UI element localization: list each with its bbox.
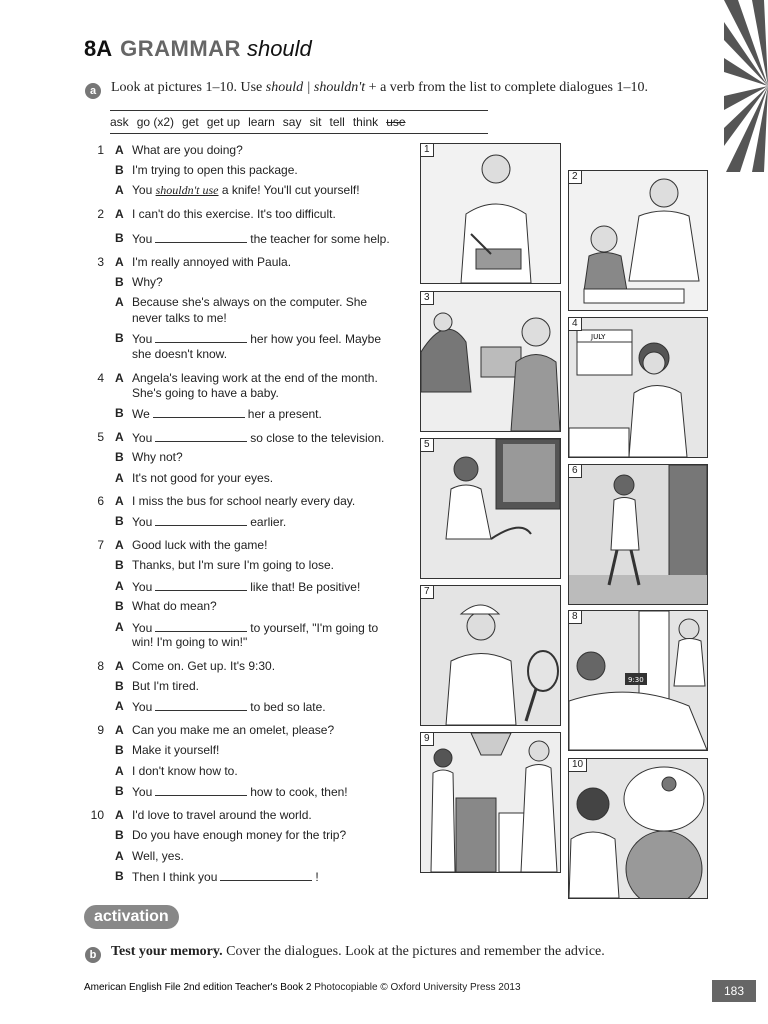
picture-4 [568,317,708,458]
footer: American English File 2nd edition Teacher's Book 2 Photocopiable © Oxford University Press 2013 [84,982,521,993]
picture-number: 9 [421,733,434,746]
picture-number: 8 [569,611,582,624]
picture-2 [568,170,708,311]
dialogue-line: Why not? [132,450,183,464]
picture-number: 7 [421,586,434,599]
dialogue-line: She's going to have a baby. [132,386,279,400]
picture-number: 5 [421,439,434,452]
dialogue-line: Well, yes. [132,849,184,863]
word: go (x2) [136,115,175,129]
picture-number: 4 [569,318,582,331]
word: sit [309,115,322,129]
picture-number: 2 [569,171,582,184]
picture-3 [420,291,561,432]
activation-heading: activation [84,905,179,929]
answer-blank[interactable] [155,231,247,243]
dialogue-line: I'm trying to open this package. [132,163,298,177]
kitchen-illustration [421,733,560,872]
dialogue-line: Do you have enough money for the trip? [132,828,347,842]
calendar-label: JULY [591,333,606,341]
bed-illustration [569,611,707,750]
dialogue-line: It's not good for your eyes. [132,471,274,485]
page-title [84,36,312,62]
dialogue-line: Come on. Get up. It's 9:30. [132,659,276,673]
picture-10 [568,758,708,899]
word: ask [110,115,129,129]
picture-number: 6 [569,465,582,478]
section-a-badge: a [85,83,101,99]
dialogue-line: You how to cook, then! [132,785,348,799]
computer-illustration [421,292,560,431]
unit-code: 8A [84,36,113,61]
answer-blank[interactable] [155,331,247,343]
section-name: GRAMMAR [120,36,241,61]
picture-number: 10 [569,759,587,772]
dialogue-line: Angela's leaving work at the end of the month. [132,371,378,385]
dialogue-line: Thanks, but I'm sure I'm going to lose. [132,558,335,572]
word: get [182,115,199,129]
dialogue-line: You her how you feel. Maybe [132,332,381,346]
pregnant-woman-calendar-illustration [569,318,707,457]
page-number: 183 [712,980,756,1002]
answer-blank[interactable] [155,514,247,526]
word: learn [248,115,275,129]
instruction-b: Test your memory. Cover the dialogues. Look at the pictures and remember the advice. [111,944,605,959]
picture-5 [420,438,561,579]
dialogue-line: You like that! Be positive! [132,580,361,594]
picture-6 [568,464,708,605]
topic: should [246,36,312,61]
dialogue-line: Good luck with the game! [132,538,268,552]
tv-illustration [421,439,560,578]
dialogue-line: I'd love to travel around the world. [132,808,312,822]
picture-number: 1 [421,144,434,157]
picture-number: 3 [421,292,434,305]
answer-blank[interactable] [155,620,247,632]
dialogue-line: I can't do this exercise. It's too difficult. [132,207,336,221]
knife-package-illustration [421,144,560,283]
dialogue-line: Then I think you ! [132,870,319,884]
picture-9 [420,732,561,873]
dialogue-line: win! I'm going to win!" [132,635,248,649]
dialogue-line: Make it yourself! [132,743,220,757]
answer-blank[interactable] [153,406,245,418]
dialogue-line: Why? [132,275,163,289]
picture-8 [568,610,708,751]
answer-blank[interactable] [155,699,247,711]
homework-illustration [569,171,707,310]
bus-illustration [569,465,707,604]
word: think [352,115,379,129]
answer-blank[interactable] [155,430,247,442]
dialogue-line: What are you doing? [132,143,243,157]
sunburst-decoration [724,0,768,172]
dialogue-line: I miss the bus for school nearly every day. [132,494,356,508]
answer-blank[interactable] [155,579,247,591]
dialogue-line: You the teacher for some help. [132,232,390,246]
dialogue-line: You to bed so late. [132,700,326,714]
instruction-a: Look at pictures 1–10. Use should | shouldn't + a verb from the list to complete dialogues 1–10. [111,80,648,95]
struck-word: use [386,115,406,129]
tennis-player-illustration [421,586,560,725]
picture-7 [420,585,561,726]
dialogue-line: What do mean? [132,599,217,613]
dialogue-line: I'm really annoyed with Paula. [132,255,292,269]
dialogue-number: 1 [97,143,104,157]
clock-time: 9:30 [628,676,644,684]
globe-travel-illustration [569,759,707,898]
dialogue-line: You to yourself, "I'm going to [132,621,379,635]
word: say [282,115,302,129]
word: get up [206,115,241,129]
dialogue-line: You so close to the television. [132,431,385,445]
word: tell [329,115,345,129]
dialogue-line: You shouldn't use a knife! You'll cut yourself! [132,183,360,197]
section-b-badge: b [85,947,101,963]
dialogue-line: Because she's always on the computer. She [132,295,368,309]
dialogue-line: Can you make me an omelet, please? [132,723,335,737]
picture-1 [420,143,561,284]
dialogue-line: I don't know how to. [132,764,238,778]
answer-blank[interactable] [155,784,247,796]
word-list [110,110,488,134]
dialogue-line: But I'm tired. [132,679,199,693]
dialogue-line: We her a present. [132,407,322,421]
dialogue-line: she doesn't know. [132,347,228,361]
example-answer: shouldn't use [155,183,219,197]
dialogue-line: never talks to me! [132,311,227,325]
dialogue-line: You earlier. [132,515,287,529]
answer-blank[interactable] [220,869,312,881]
